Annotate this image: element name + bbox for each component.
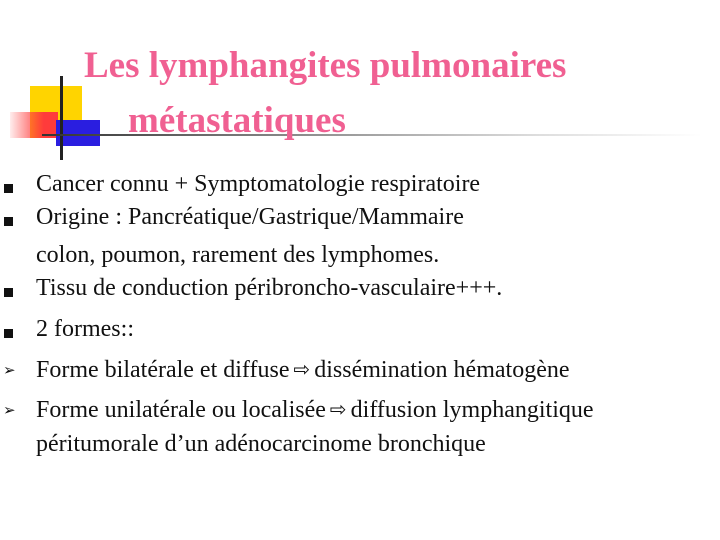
square-bullet-icon: [0, 168, 26, 201]
square-bullet-icon: [0, 201, 26, 234]
bullet-item: Cancer connu + Symptomatologie respiratoire: [0, 168, 720, 201]
hollow-right-arrow-icon: ⇨: [293, 357, 311, 381]
bullet-continuation: colon, poumon, rarement des lymphomes.: [36, 242, 440, 268]
bullet-item: 2 formes::: [0, 313, 720, 346]
arrow-bullet-icon: ➢: [3, 401, 16, 419]
bullet-item: Origine : Pancréatique/Gastrique/Mammaire: [0, 201, 720, 234]
bullet-continuation: péritumorale d’un adénocarcinome bronchique: [36, 431, 486, 457]
arrow-bullet-icon: ➢: [3, 361, 16, 379]
decor-vertical-line: [60, 76, 63, 160]
sub-bullet-item: ➢ Forme unilatérale ou localisée ⇨ diffusion lymphangitique: [0, 393, 720, 426]
sub-bullet-item: ➢ Forme bilatérale et diffuse ⇨ dissémination hématogène: [0, 353, 720, 386]
bullet-item: Tissu de conduction péribroncho-vasculaire+++.: [0, 272, 720, 305]
hollow-right-arrow-icon: ⇨: [329, 397, 347, 421]
square-bullet-icon: [0, 272, 26, 305]
square-bullet-icon: [0, 313, 26, 346]
title-line-2: métastatiques: [128, 100, 346, 141]
title-line-1: Les lymphangites pulmonaires: [84, 45, 567, 86]
